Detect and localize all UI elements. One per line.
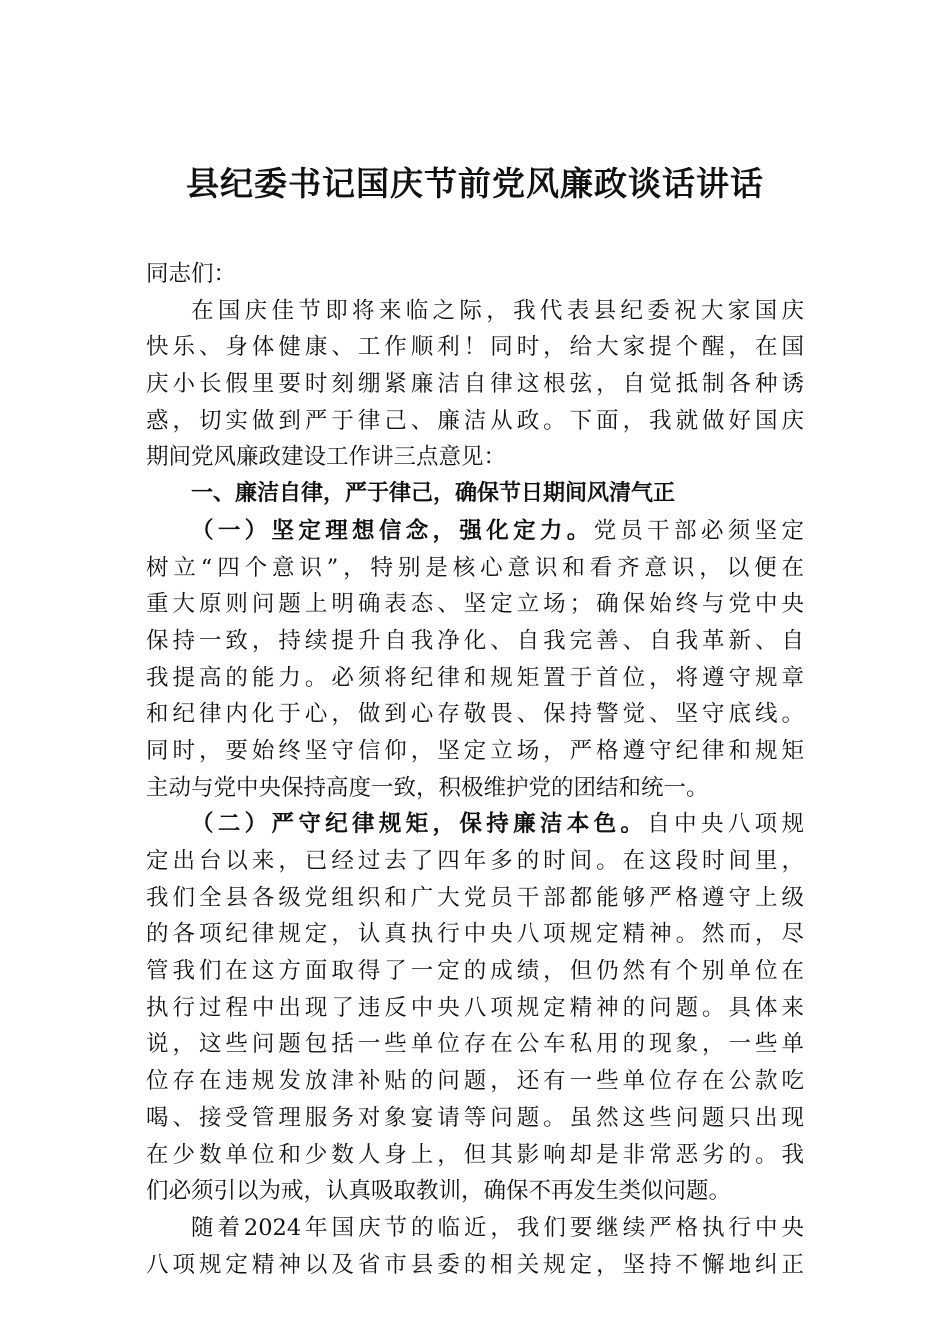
sub2-line-3: 我们全县各级党组织和广大党员干部都能够严格遵守上级 <box>146 884 804 911</box>
sub2-line-4: 的各项纪律规定，认真执行中央八项规定精神。然而，尽 <box>146 921 804 948</box>
section-heading-1: 一、廉洁自律，严于律己，确保节日期间风清气正 <box>191 481 676 507</box>
sub2-line-6: 执行过程中出现了违反中央八项规定精神的问题。具体来 <box>146 994 804 1021</box>
sub1-line-5: 我提高的能力。必须将纪律和规矩置于首位，将遵守规章 <box>146 664 804 691</box>
sub2-line-11: 们必须引以为戒，认真吸取教训，确保不再发生类似问题。 <box>146 1178 732 1205</box>
sub1-line-8: 主动与党中央保持高度一致，积极维护党的团结和统一。 <box>146 774 709 801</box>
sub1-first-line <box>146 513 804 550</box>
document-title: 县纪委书记国庆节前党风廉政谈话讲话 <box>186 164 764 203</box>
sub1-lead: （一）坚定理想信念，强化定力。 <box>191 517 594 544</box>
sub2-line-8: 位存在违规发放津补贴的问题，还有一些单位存在公款吃 <box>146 1068 804 1095</box>
sub2-first-line <box>146 806 804 843</box>
sub2-line-5: 管我们在这方面取得了一定的成绩，但仍然有个别单位在 <box>146 958 804 985</box>
sub2-line-10: 在少数单位和少数人身上，但其影响却是非常恶劣的。我 <box>146 1141 804 1168</box>
para3-line-2: 八项规定精神以及省市县委的相关规定，坚持不懈地纠正 <box>146 1251 804 1278</box>
sub2-first-rest: 自中央八项规 <box>647 811 804 838</box>
sub1-line-6: 和纪律内化于心，做到心存敬畏、保持警觉、坚守底线。 <box>146 701 804 728</box>
sub2-line-9: 喝、接受管理服务对象宴请等问题。虽然这些问题只出现 <box>146 1104 804 1131</box>
intro-line-4: 惑，切实做到严于律己、廉洁从政。下面，我就做好国庆 <box>146 407 804 434</box>
sub1-first-rest: 党员干部必须坚定 <box>593 517 804 544</box>
sub2-line-2: 定出台以来，已经过去了四年多的时间。在这段时间里， <box>146 848 804 874</box>
salutation: 同志们： <box>146 261 237 287</box>
sub1-line-2: 树立“四个意识”，特别是核心意识和看齐意识，以便在 <box>146 554 804 581</box>
intro-line-2: 快乐、身体健康、工作顺利！同时，给大家提个醒，在国 <box>146 334 804 361</box>
intro-line-1: 在国庆佳节即将来临之际，我代表县纪委祝大家国庆 <box>191 297 804 324</box>
document-body <box>146 256 804 1283</box>
sub2-line-7: 说，这些问题包括一些单位存在公车私用的现象，一些单 <box>146 1031 804 1058</box>
sub1-line-7: 同时，要始终坚守信仰，坚定立场，严格遵守纪律和规矩 <box>146 737 804 764</box>
sub2-lead: （二）严守纪律规矩，保持廉洁本色。 <box>191 811 648 838</box>
intro-line-3: 庆小长假里要时刻绷紧廉洁自律这根弦，自觉抵制各种诱 <box>146 371 804 398</box>
para3-line-1: 随着2024年国庆节的临近，我们要继续严格执行中央 <box>191 1214 804 1241</box>
intro-line-5: 期间党风廉政建设工作讲三点意见： <box>146 444 507 471</box>
sub1-line-4: 保持一致，持续提升自我净化、自我完善、自我革新、自 <box>146 627 804 654</box>
sub1-line-3: 重大原则问题上明确表态、坚定立场；确保始终与党中央 <box>146 591 804 618</box>
